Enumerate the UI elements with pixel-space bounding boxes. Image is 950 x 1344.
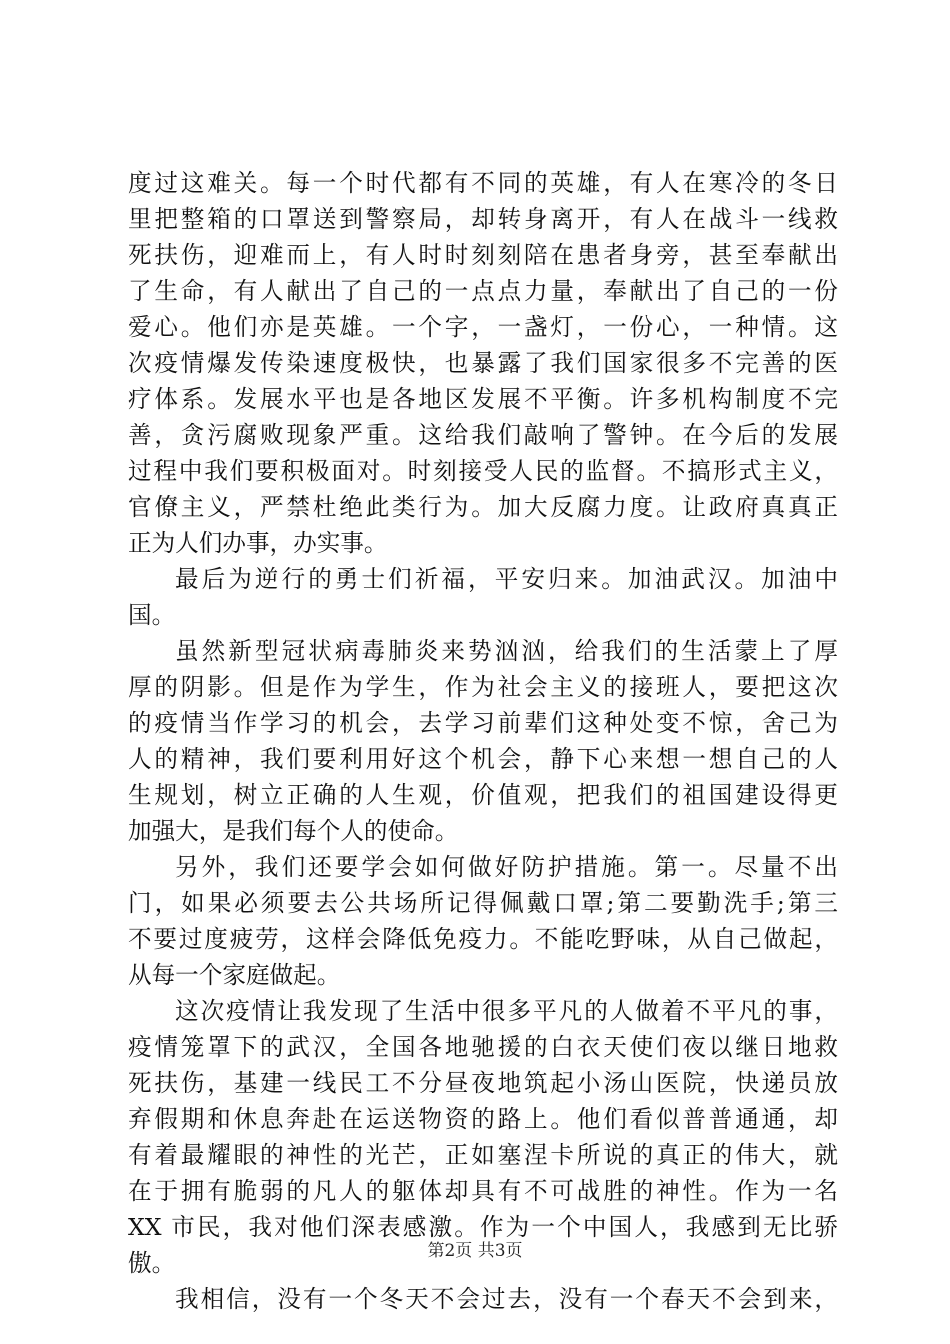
text-line: 的疫情当作学习的机会，去学习前辈们这种处变不惊，舍己为 <box>128 709 838 737</box>
text-line: 从每一个家庭做起。 <box>128 961 341 989</box>
text-line: 人的精神，我们要利用好这个机会，静下心来想一想自己的人 <box>128 745 838 773</box>
text-line: 疫情笼罩下的武汉，全国各地驰援的白衣天使们夜以继日地救 <box>128 1033 838 1061</box>
text-line: XX 市民，我对他们深表感激。作为一个中国人，我感到无比骄 <box>128 1213 838 1241</box>
text-line: 国。 <box>128 601 176 629</box>
text-line: 度过这难关。每一个时代都有不同的英雄，有人在寒冷的冬日 <box>128 169 838 197</box>
text-line: 爱心。他们亦是英雄。一个字，一盏灯，一份心，一种情。这 <box>128 313 838 341</box>
text-line: 死扶伤，基建一线民工不分昼夜地筑起小汤山医院，快递员放 <box>128 1069 838 1097</box>
text-line: 傲。 <box>128 1249 176 1277</box>
text-line: 善，贪污腐败现象严重。这给我们敲响了警钟。在今后的发展 <box>128 421 838 449</box>
text-line: 次疫情爆发传染速度极快，也暴露了我们国家很多不完善的医 <box>128 349 838 377</box>
text-line: 加强大，是我们每个人的使命。 <box>128 817 459 845</box>
text-line: 正为人们办事，办实事。 <box>128 529 388 557</box>
text-line: 最后为逆行的勇士们祈福，平安归来。加油武汉。加油中 <box>175 565 838 593</box>
text-line: 里把整箱的口罩送到警察局，却转身离开，有人在战斗一线救 <box>128 205 838 233</box>
text-line: 有着最耀眼的神性的光芒，正如塞涅卡所说的真正的伟大，就 <box>128 1141 838 1169</box>
page-footer: 第2页 共3页 <box>427 1241 523 1261</box>
text-line: 了生命，有人献出了自己的一点点力量，奉献出了自己的一份 <box>128 277 838 305</box>
text-line: 过程中我们要积极面对。时刻接受人民的监督。不搞形式主义， <box>128 457 838 485</box>
text-line: 这次疫情让我发现了生活中很多平凡的人做着不平凡的事， <box>175 997 838 1025</box>
text-line: 官僚主义，严禁杜绝此类行为。加大反腐力度。让政府真真正 <box>128 493 838 521</box>
text-line: 生规划，树立正确的人生观，价值观，把我们的祖国建设得更 <box>128 781 838 809</box>
text-line: 弃假期和休息奔赴在运送物资的路上。他们看似普普通通，却 <box>128 1105 838 1133</box>
text-line: 门，如果必须要去公共场所记得佩戴口罩;第二要勤洗手;第三 <box>128 889 838 917</box>
text-line: 厚的阴影。但是作为学生，作为社会主义的接班人，要把这次 <box>128 673 838 701</box>
text-line: 死扶伤，迎难而上，有人时时刻刻陪在患者身旁，甚至奉献出 <box>128 241 838 269</box>
text-line: 另外，我们还要学会如何做好防护措施。第一。尽量不出 <box>175 853 838 881</box>
text-line: 虽然新型冠状病毒肺炎来势汹汹，给我们的生活蒙上了厚 <box>175 637 838 665</box>
text-line: 疗体系。发展水平也是各地区发展不平衡。许多机构制度不完 <box>128 385 838 413</box>
document-body <box>128 165 838 1317</box>
text-line: 不要过度疲劳，这样会降低免疫力。不能吃野味，从自己做起， <box>128 925 838 953</box>
text-line: 在于拥有脆弱的凡人的躯体却具有不可战胜的神性。作为一名 <box>128 1177 838 1205</box>
text-line: 我相信，没有一个冬天不会过去，没有一个春天不会到来， <box>175 1285 838 1313</box>
